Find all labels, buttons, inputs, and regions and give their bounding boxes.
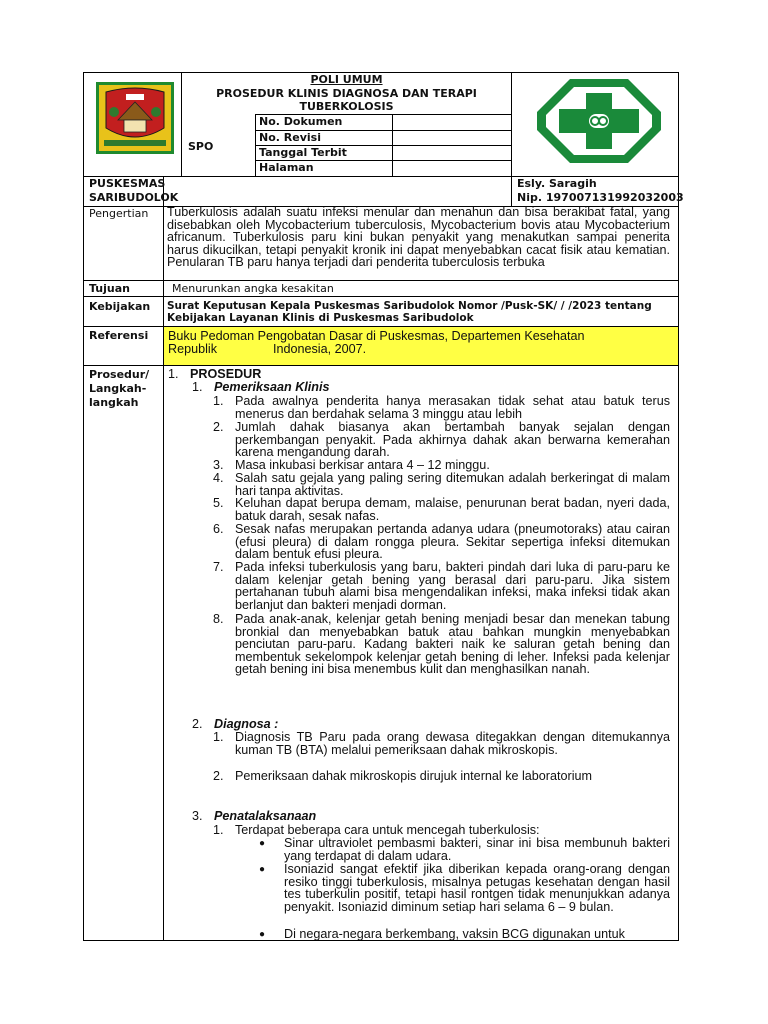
list-item: Pada anak-anak, kelenjar getah bening menjadi besar dan menekan tabung bronkial dan menyebabkan batuk atau bahkan mungkin menyebabkan penciutan paru-paru. Kadang bakteri naik ke saluran getah bening dan membentuk sekelompok kelenjar getah bening di leher. Infeksi pada kelenjar getah bening ini bisa menembus kulit dan menghasilkan nanah. bbox=[235, 612, 670, 677]
sec3-number: 3. bbox=[192, 809, 203, 823]
doc-title-line2: TUBERKOLOSIS bbox=[299, 100, 394, 113]
list-item: Pada infeksi tuberkulosis yang baru, bakteri pindah dari luka di paru-paru ke dalam kelenjar getah bening yang berasal dari paru-paru. Jika sistem pertahanan tubuh alami bisa mengendalikan infeksi, maka infeksi tidak akan berlanjut dan bakteri menjadi dorman. bbox=[235, 560, 670, 612]
prosedur-title: PROSEDUR bbox=[190, 367, 262, 381]
list-item-number: 3. bbox=[213, 458, 224, 472]
list-item: Jumlah dahak biasanya akan bertambah banyak sejalan dengan perkembangan penyakit. Pada akhirnya dahak akan berwarna kemerahan karena mengandung darah. bbox=[235, 420, 670, 460]
sec3-title: Penatalaksanaan bbox=[214, 809, 317, 823]
health-cross-logo bbox=[536, 78, 662, 164]
bullet-icon: ● bbox=[259, 929, 266, 940]
label-prosedur: Prosedur/ bbox=[89, 368, 150, 381]
kebijakan-line1: Surat Keputusan Kepala Puskesmas Saribudolok Nomor /Pusk-SK/ / /2023 tentang bbox=[167, 300, 652, 312]
prosedur-number: 1. bbox=[168, 367, 179, 381]
bullet-icon: ● bbox=[259, 838, 266, 849]
list-item: Diagnosis TB Paru pada orang dewasa ditegakkan dengan ditemukannya kuman TB (BTA) melalui pemeriksaan dahak mikroskopis. bbox=[235, 730, 670, 757]
label-pengertian: Pengertian bbox=[89, 207, 149, 220]
kebijakan-line2: Kebijakan Layanan Klinis di Puskesmas Saribudolok bbox=[167, 312, 474, 324]
sec2-number: 2. bbox=[192, 717, 203, 731]
field-no-revisi: No. Revisi bbox=[259, 131, 321, 144]
referensi-line2: Republik Indonesia, 2007. bbox=[168, 342, 367, 356]
list-item: Terdapat beberapa cara untuk mencegah tuberkulosis: bbox=[235, 823, 540, 837]
list-item-number: 1. bbox=[213, 394, 224, 408]
tujuan-text: Menurunkan angka kesakitan bbox=[172, 282, 334, 295]
field-tanggal-terbit: Tanggal Terbit bbox=[259, 146, 347, 159]
bullet-item: Sinar ultraviolet pembasmi bakteri, sinar ini bisa membunuh bakteri yang terdapat di dalam udara. bbox=[284, 836, 670, 863]
label-kebijakan: Kebijakan bbox=[89, 300, 151, 313]
signer-name: Esly. Saragih bbox=[517, 177, 597, 190]
label-langkah: Langkah- bbox=[89, 382, 147, 395]
list-item: Masa inkubasi berkisar antara 4 – 12 minggu. bbox=[235, 458, 490, 472]
list-item-number: 6. bbox=[213, 522, 224, 536]
unit-title: POLI UMUM bbox=[310, 73, 383, 86]
label-referensi: Referensi bbox=[89, 329, 149, 342]
list-item: Salah satu gejala yang paling sering ditemukan adalah berkeringat di malam hari tanpa aktivitas. bbox=[235, 471, 670, 498]
list-item: Keluhan dapat berupa demam, malaise, penurunan berat badan, nyeri dada, batuk darah, sesak nafas. bbox=[235, 496, 670, 523]
sec2-title: Diagnosa : bbox=[214, 717, 279, 731]
list-item-number: 5. bbox=[213, 496, 224, 510]
field-no-dokumen: No. Dokumen bbox=[259, 115, 343, 128]
bullet-icon: ● bbox=[259, 864, 266, 875]
org-name: PUSKESMAS bbox=[89, 177, 166, 190]
list-item-number: 2. bbox=[213, 420, 224, 434]
label-tujuan: Tujuan bbox=[89, 282, 130, 295]
list-item: Sesak nafas merupakan pertanda adanya udara (pneumotoraks) atau cairan (efusi pleura) di dalam rongga pleura. Sekitar sepertiga infeksi ditemukan dalam bentuk efusi pleura. bbox=[235, 522, 670, 562]
label-langkah2: langkah bbox=[89, 396, 139, 409]
list-item-number: 8. bbox=[213, 612, 224, 626]
list-item-number: 7. bbox=[213, 560, 224, 574]
list-item-number: 1. bbox=[213, 730, 224, 744]
bullet-item: Isoniazid sangat efektif jika diberikan kepada orang-orang dengan resiko tinggi tuberkulosis, misalnya petugas kesehatan dengan hasil tes tuberkulin positif, tetapi hasil rontgen tidak menunjukkan adanya penyakit. Isoniazid diminum setiap hari selama 6 – 9 bulan. bbox=[284, 862, 670, 914]
pengertian-text: Tuberkulosis adalah suatu infeksi menular dan menahun dan bisa berakibat fatal, yang disebabkan oleh Mycobacterium tuberculosis, Mycobacterium bovis atau Mycobacterium africanum. Tuberkulosis paru kini bukan penyakit yang menakutkan sampai penerita harus dikucilkan, tetapi penyakit kronik ini dapat menyebabkan cacat fisik atau kematian. Penularan TB paru hanya terjadi dari penderita tuberculosis terbuka bbox=[167, 205, 670, 270]
list-item-number: 2. bbox=[213, 769, 224, 783]
field-halaman: Halaman bbox=[259, 161, 314, 174]
referensi-line1: Buku Pedoman Pengobatan Dasar di Puskesmas, Departemen Kesehatan bbox=[168, 329, 585, 343]
spo-label: SPO bbox=[188, 140, 214, 153]
sec1-number: 1. bbox=[192, 380, 203, 394]
doc-title-line1: PROSEDUR KLINIS DIAGNOSA DAN TERAPI bbox=[216, 87, 477, 100]
puskesmas-emblem bbox=[96, 82, 174, 154]
list-item-number: 1. bbox=[213, 823, 224, 837]
signer-nip: Nip. 197007131992032003 bbox=[517, 191, 684, 204]
sec1-title: Pemeriksaan Klinis bbox=[214, 380, 330, 394]
list-item: Pada awalnya penderita hanya merasakan tidak sehat atau batuk terus menerus dan berdahak selama 3 minggu atau lebih bbox=[235, 394, 670, 421]
list-item: Pemeriksaan dahak mikroskopis dirujuk internal ke laboratorium bbox=[235, 769, 592, 783]
bullet-item: Di negara-negara berkembang, vaksin BCG digunakan untuk bbox=[284, 928, 625, 940]
org-name-line2: SARIBUDOLOK bbox=[89, 191, 179, 204]
list-item-number: 4. bbox=[213, 471, 224, 485]
